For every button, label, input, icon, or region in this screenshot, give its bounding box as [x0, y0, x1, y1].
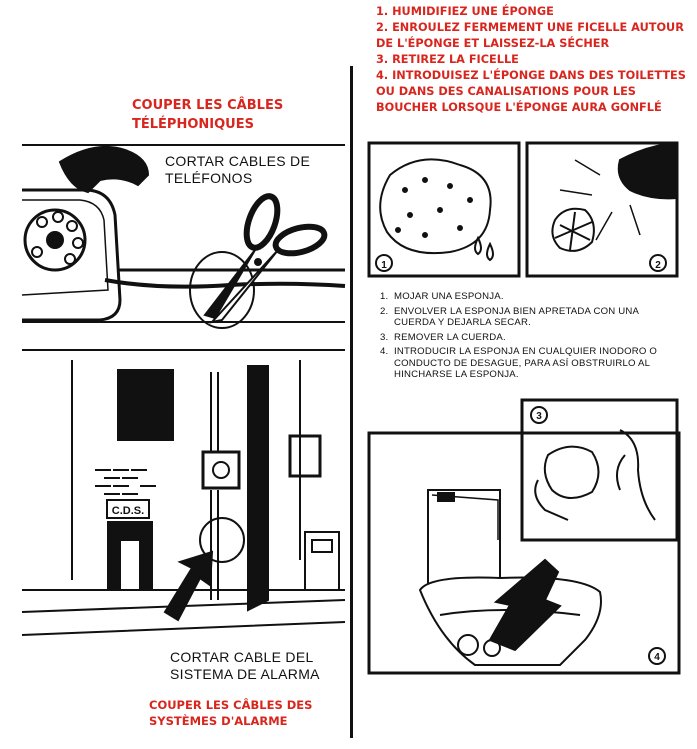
phone-illustration — [22, 145, 345, 328]
step-text: ENVOLVER LA ESPONJA BIEN APRETADA CON UNA CUERDA Y DEJARLA SECAR. — [394, 305, 639, 328]
alarm-spanish-title: CORTAR CABLE DEL SISTEMA DE ALARMA — [170, 649, 320, 682]
step-number: 4. — [380, 346, 389, 357]
sponge-panel-2 — [527, 143, 677, 276]
step-text: REMOVER LA CUERDA. — [394, 331, 506, 343]
phone-spanish-title: CORTAR CABLES DE TELÉFONOS — [165, 153, 311, 186]
spanish-step-4 — [380, 346, 680, 381]
panel-number-2: 2 — [655, 260, 661, 271]
step-number: 1. — [380, 291, 389, 302]
spanish-step-1 — [380, 291, 680, 303]
sponge-panel-3 — [522, 400, 677, 540]
french-step-3: 3. RETIREZ LA FICELLE — [376, 53, 519, 66]
step-number: 2. — [380, 305, 389, 317]
panel-number-4: 4 — [654, 652, 660, 663]
step-number: 3. — [380, 331, 389, 343]
step-text: INTRODUCIR LA ESPONJA EN CUALQUIER INODORO O CONDUCTO DE DESAGUE, PARA ASÍ OBSTRUIRLO AL HINCHARSE LA ESPONJA. — [394, 346, 658, 380]
alarm-french-title: COUPER LES CÂBLES DES SYSTÈMES D'ALARME — [149, 698, 313, 728]
french-step-4: 4. INTRODUISEZ L'ÉPONGE DANS DES TOILETTES OU DANS DES CANALISATIONS POUR LES BOUCHER LORSQUE L'ÉPONGE AURA GONFLÉ — [376, 69, 686, 114]
spanish-steps-list — [380, 291, 680, 384]
french-step-1: 1. HUMIDIFIEZ UNE ÉPONGE — [376, 5, 554, 18]
sponge-panel-1 — [369, 143, 519, 276]
panel-number-3: 3 — [536, 411, 542, 422]
spanish-step-2 — [380, 306, 680, 329]
french-step-2: 2. ENROULEZ FERMEMENT UNE FICELLE AUTOUR DE L'ÉPONGE ET LAISSEZ-LA SÉCHER — [376, 21, 684, 50]
sponge-panel-4 — [369, 433, 679, 673]
panel-number-1: 1 — [381, 260, 387, 271]
alarm-illustration — [22, 350, 345, 635]
step-text: MOJAR UNA ESPONJA. — [394, 291, 504, 302]
spanish-step-3 — [380, 332, 680, 344]
alarm-sign-text: C.D.S. — [111, 505, 145, 517]
phone-french-title: COUPER LES CÂBLES TÉLÉPHONIQUES — [132, 98, 284, 132]
